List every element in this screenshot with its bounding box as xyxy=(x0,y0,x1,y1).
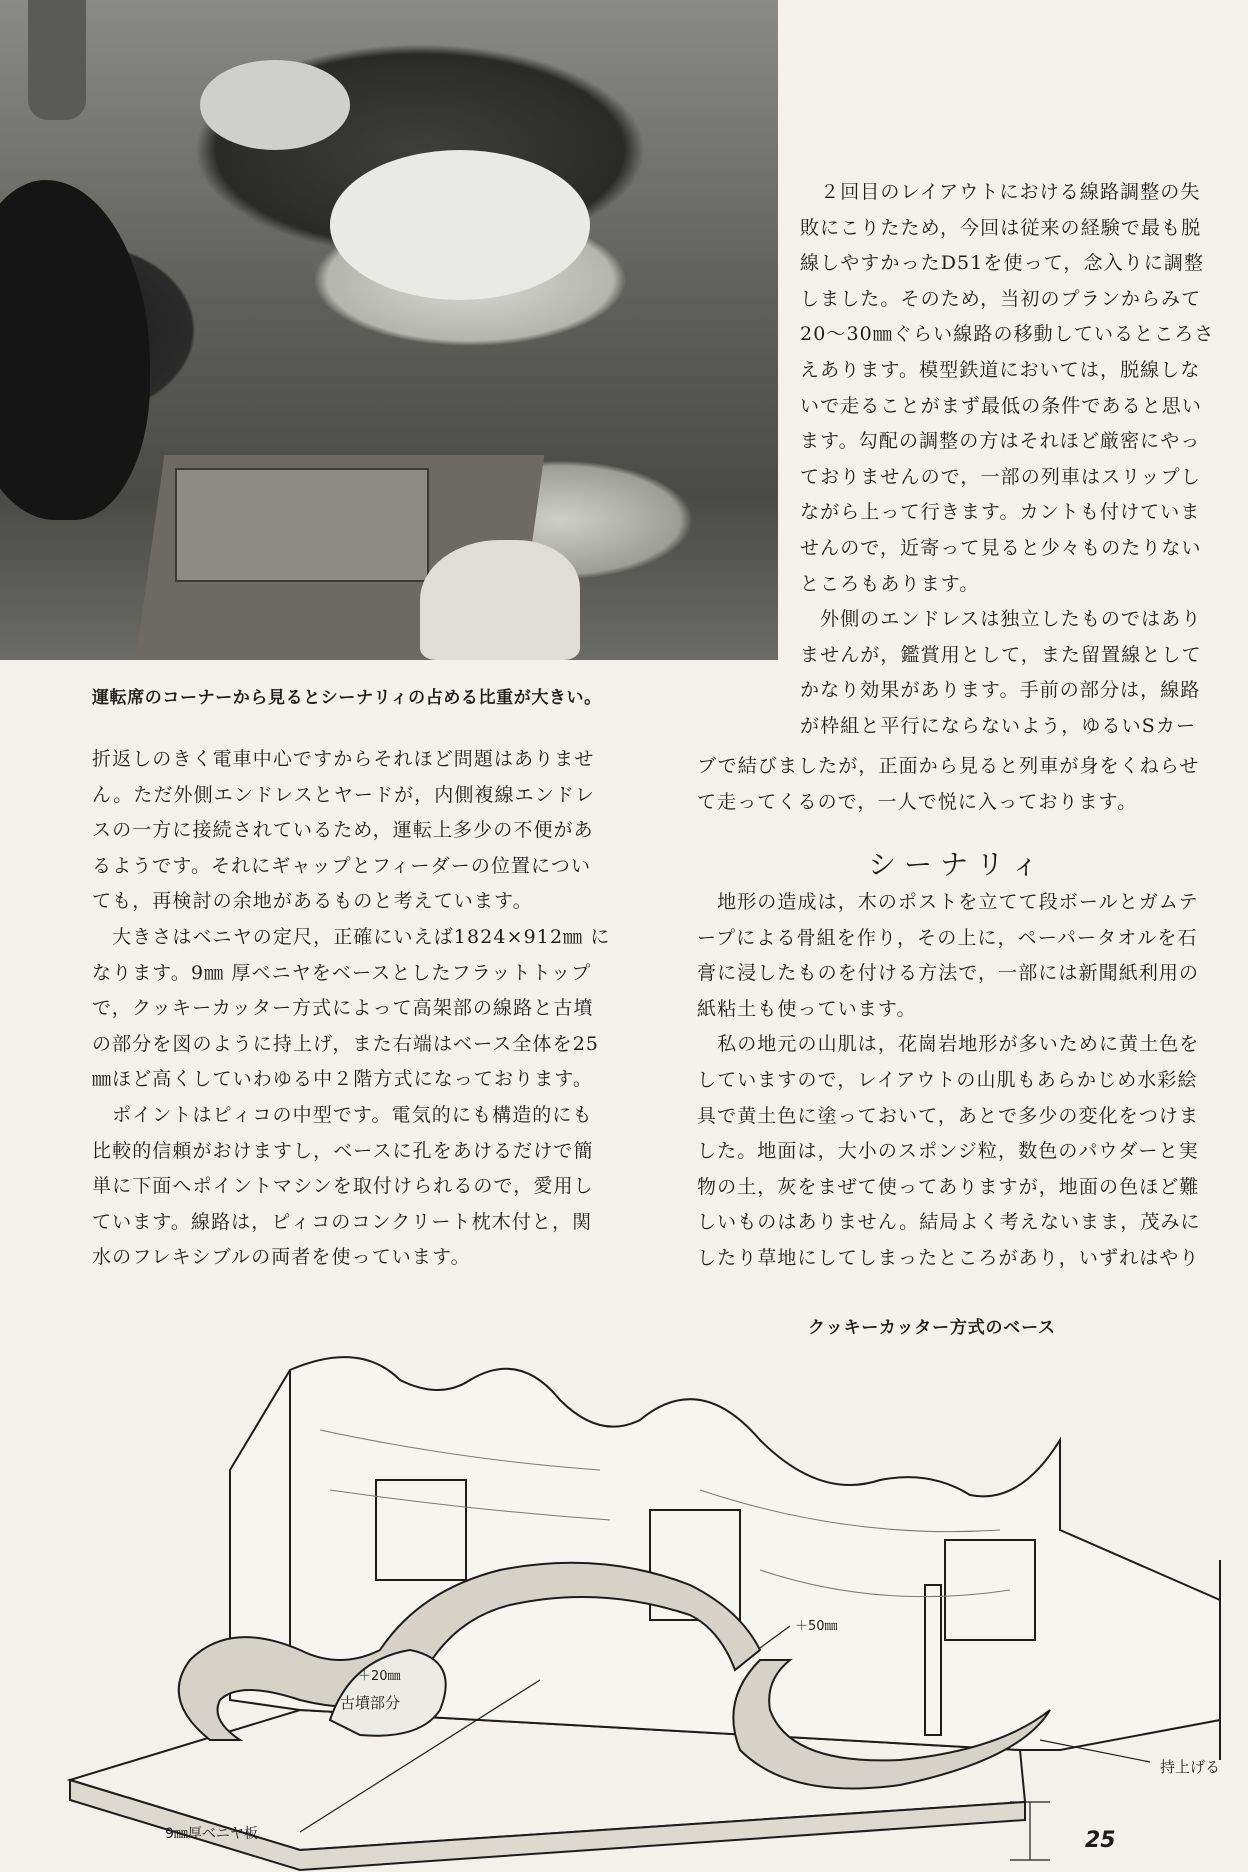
label-kofun: 古墳部分 xyxy=(340,1694,401,1712)
paragraph: 私の地元の山肌は，花崗岩地形が多いために黄土色を していますので，レイアウトの山肌もあらかじめ水彩絵 具で黄土色に塗っておいて，あとで多少の変化をつけま した。地面は，大小のスポンジ粒，数色のパウダーと実 物の土，灰をまぜて使ってありますが，地面の色ほど難 しいものはありません。結局よく考えないまま，茂みに したり草地にしてしまったところがあり，いずれはやり xyxy=(697,1033,1201,1269)
paragraph: ポイントはピィコの中型です。電気的にも構造的にも 比較的信頼がおけますし，ベースに孔をあけるだけで簡 単に下面へポイントマシンを取付けられるので，愛用し ています。線路は，ピィコのコンクリート枕木付と，関 水のフレキシブルの両者を使っています。 xyxy=(92,1103,594,1269)
scenery-text xyxy=(697,885,1248,1277)
paragraph: 大きさはベニヤの定尺，正確にいえば1824×912㎜ に なります。9㎜ 厚ベニヤをベースとしたフラットトップ で，クッキーカッター方式によって高架部の線路と古墳 の部分を図のように持上げ，また右端はベース全体を25 ㎜ほど高くしていわゆる中２階方式になっております。 xyxy=(92,925,611,1091)
photo-control-panel xyxy=(175,468,429,582)
photo-hill-2 xyxy=(200,60,350,150)
paragraph: 折返しのきく電車中心ですからそれほど問題はありませ ん。ただ外側エンドレスとヤードが，内側複線エンドレ スの一方に接続されているため，運転上多少の不便があ るようです。それにギャップとフィーダーの位置につい ても，再検討の余地があるものと考えています。 xyxy=(92,748,596,913)
section-heading: シーナリィ xyxy=(868,848,1047,881)
photo-hill xyxy=(330,150,590,300)
cookie-cutter-diagram xyxy=(0,1330,1248,1872)
label-25: 25 xyxy=(1085,1828,1116,1853)
photo-arm xyxy=(420,540,580,660)
paragraph: 地形の造成は，木のポストを立てて段ボールとガムテ ープによる骨組を作り，その上に，ペーパータオルを石 膏に浸したものを付ける方法で，一部には新聞紙利用の 紙粘土も使っています。 xyxy=(697,891,1200,1020)
layout-photo xyxy=(0,0,778,660)
paragraph: 外側のエンドレスは独立したものではあり ませんが，鑑賞用として，また留置線として かなり効果があります。手前の部分は，線路 が枠組と平行にならないよう，ゆるいSカー xyxy=(800,608,1202,737)
paragraph: ２回目のレイアウトにおける線路調整の失 敗にこりたため，今回は従来の経験で最も脱 線しやすかったD51を使って，念入りに調整 しました。そのため，当初のプランからみて 20～30㎜ぐらい線路の移動しているところさ えあります。模型鉄道においては，脱線しな いで走ることがまず最低の条件であると思い ます。勾配の調整の方はそれほど厳密にやっ ておりませんので，一部の列車はスリップし ながら上って行きます。カントも付けていま せんので，近寄って見ると少々ものたりない ところもあります。 xyxy=(800,181,1215,595)
photo-person-head xyxy=(0,180,150,520)
left-column xyxy=(92,742,692,1276)
photo-caption: 運転席のコーナーから見るとシーナリィの占める比重が大きい。 xyxy=(92,688,602,708)
panel xyxy=(376,1480,466,1580)
support-post xyxy=(925,1585,941,1735)
label-lift: 持上げる xyxy=(1160,1758,1221,1776)
right-column-top xyxy=(800,175,1248,745)
label-50mm: ＋50㎜ xyxy=(795,1619,838,1634)
right-column-wide: ブで結びましたが，正面から見ると列車が身をくねらせ て走ってくるので，一人で悦に入っております。 xyxy=(697,755,1200,813)
label-20mm: ＋20㎜ xyxy=(358,1669,401,1684)
panel xyxy=(945,1540,1035,1640)
label-plywood: 9㎜厚ベニヤ板 xyxy=(165,1826,258,1842)
diagram-title: クッキーカッター方式のベース xyxy=(808,1318,1056,1338)
photo-post xyxy=(28,0,86,120)
